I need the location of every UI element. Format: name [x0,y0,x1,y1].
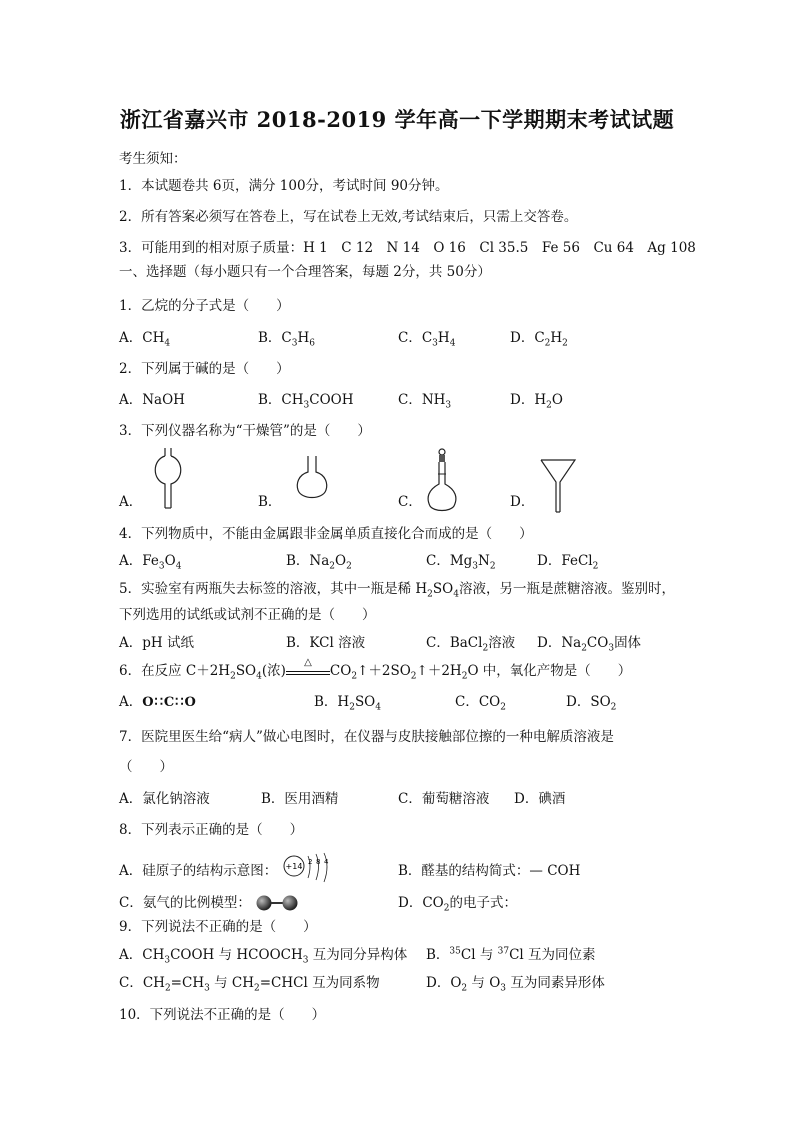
q4-option-d: D．FeCl$_2$ [537,553,599,572]
q3-stem: 3．下列仪器名称为“干燥管”的是（ ） [119,423,371,439]
q9-option-c: C．$CH_2=CH_3$ 与 $CH_2=CHCl$ 互为同系物 [119,975,380,994]
q7-stem: 7．医院里医生给“病人”做心电图时，在仪器与皮肤接触部位擦的一种电解质溶液是 [119,729,614,745]
q8-stem: 8．下列表示正确的是（ ） [119,822,304,838]
q6-option-c: C．$CO_2$ [455,694,506,713]
q9-stem: 9．下列说法不正确的是（ ） [119,919,317,935]
q2-option-d: D．$H_2O$ [510,392,563,411]
q9-option-d: D．$O_2$ 与 $O_3$ 互为同素异形体 [426,975,605,994]
q7-paren: （ ） [119,759,173,775]
heat-equals-sign: △ [286,663,330,675]
notice-item-3: 3．可能用到的相对原子质量：H 1 C 12 N 14 O 16 Cl 35.5 Fe 56 Cu 64 Ag 108 [119,240,696,256]
q4-option-b: B．$Na_2O_2$ [286,553,352,572]
drying-tube-icon [148,446,188,510]
q3-option-a: A． [119,494,143,510]
notice-item-1: 1．本试题卷共 6页，满分 100分，考试时间 90分钟。 [119,178,449,194]
notice-heading: 考生须知： [119,151,187,167]
notice-item-2: 2．所有答案必须写在答卷上，写在试卷上无效,考试结束后，只需上交答卷。 [119,209,578,225]
q5-stem-line1: 5．实验室有两瓶失去标签的溶液，其中一瓶是稀 $H_2SO_4$溶液，另一瓶是蔗糖溶液。鉴别时， [119,581,675,600]
page-title: 浙江省嘉兴市 2018-2019 学年高一下学期期末考试试题 [119,107,675,132]
section-heading: 一、选择题（每小题只有一个合理答案，每题 2分，共 50分） [119,264,491,280]
q6-option-a: A．O∷C∷O [119,694,197,710]
q5-option-d: D．$Na_2CO_3$固体 [537,635,642,654]
shell-3-count: 4 [324,858,329,866]
q2-option-c: C．$NH_3$ [398,392,452,411]
q7-option-a: A．氯化钠溶液 [119,791,210,807]
q7-option-d: D．碘酒 [514,791,566,807]
q8-option-a: A．硅原子的结构示意图： [119,863,278,879]
volumetric-flask-icon [424,446,460,514]
q2-stem: 2．下列属于碱的是（ ） [119,361,290,377]
shell-1-count: 2 [308,858,313,866]
q3-option-b: B． [258,494,282,510]
q8-option-c: C．氨气的比例模型： [119,895,251,911]
ammonia-model-icon [254,893,300,913]
q3-option-d: D． [510,494,535,510]
q6-option-b: B．$H_2SO_4$ [314,694,381,713]
q1-stem: 1．乙烷的分子式是（ ） [119,298,290,314]
q8-option-d: D．$CO_2$的电子式： [398,895,517,914]
q3-option-c: C． [398,494,422,510]
q10-stem: 10．下列说法不正确的是（ ） [119,1007,326,1023]
q5-stem-line2: 下列选用的试纸或试剂不正确的是（ ） [119,607,376,623]
q5-option-c: C．BaCl$_2$溶液 [426,635,516,654]
silicon-atom-diagram [282,852,338,888]
q5-option-a: A．pH 试纸 [119,635,194,651]
q9-option-b: B．$^{35}$Cl 与 $^{37}$Cl 互为同位素 [426,946,596,963]
q1-option-a: A．$CH_4$ [119,330,171,349]
q1-option-b: B．$C_3H_6$ [258,330,315,349]
q4-option-c: C．$Mg_3N_2$ [426,553,496,572]
q4-option-a: A．$Fe_3O_4$ [119,553,182,572]
q1-option-c: C．$C_3H_4$ [398,330,456,349]
round-flask-icon [294,454,330,502]
q8-option-b: B．醛基的结构简式：— COH [398,863,581,879]
q6-stem: 6．在反应 $C+2H_2SO_4$(浓) △ $CO_2↑+2SO_2↑+2H_2O$ 中，氧化产物是（ ） [119,657,632,682]
q7-option-b: B．医用酒精 [261,791,339,807]
q2-option-b: B．$CH_3COOH$ [258,392,354,411]
q7-option-c: C．葡萄糖溶液 [398,791,490,807]
co2-electron-formula: O∷C∷O [142,695,197,710]
q5-option-b: B．KCl 溶液 [286,635,366,651]
q6-option-d: D．$SO_2$ [566,694,617,713]
nucleus-label: +14 [285,862,303,871]
funnel-icon [538,456,578,514]
shell-2-count: 8 [316,858,321,866]
q4-stem: 4．下列物质中，不能由金属跟非金属单质直接化合而成的是（ ） [119,526,533,542]
q9-option-a: A．$CH_3COOH$ 与 $HCOOCH_3$ 互为同分异构体 [119,947,408,966]
q2-option-a: A．NaOH [119,392,185,408]
q1-option-d: D．$C_2H_2$ [510,330,568,349]
